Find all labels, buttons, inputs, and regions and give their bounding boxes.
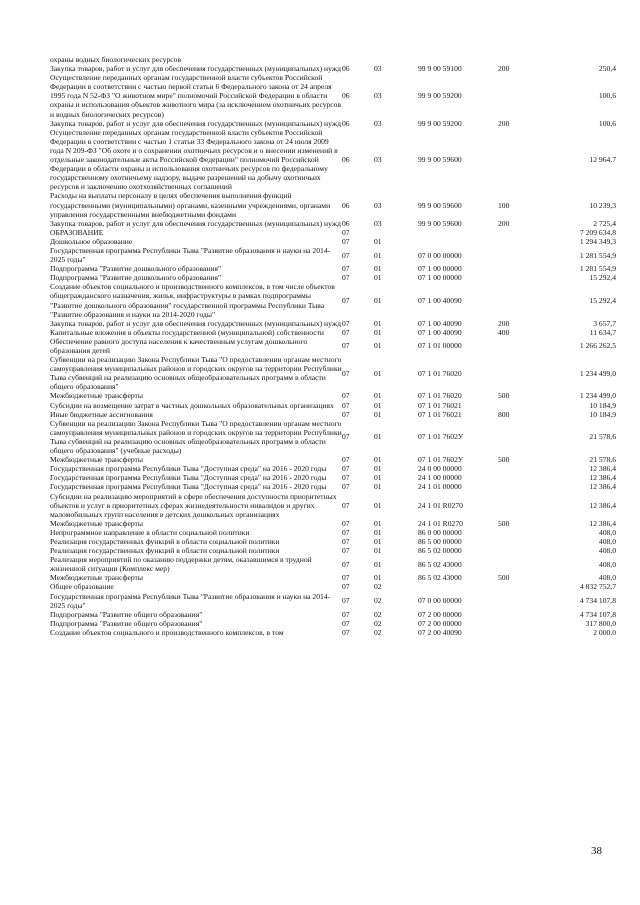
- cell-csr: 07 1 00 40090: [418, 327, 462, 337]
- cell-sum: 3 657,7: [593, 318, 616, 328]
- table-row: [50, 319, 616, 328]
- cell-name: Создание объектов социального и производственного комплексов, в том: [50, 627, 284, 637]
- cell-name: Государственная программа Республики Тыва "Развитие образования и науки на 2014-2025 годы": [50, 245, 331, 265]
- cell-csr: 99 9 00 59200: [418, 91, 462, 101]
- table-row: [50, 546, 616, 555]
- cell-rz: 07: [342, 464, 350, 474]
- table-row: [50, 55, 616, 64]
- cell-pr: 03: [374, 155, 382, 165]
- cell-csr: 07 1 00 40090: [418, 295, 462, 305]
- table-row: [50, 73, 616, 118]
- cell-vr: 200: [498, 64, 510, 74]
- table-row: [50, 282, 616, 318]
- cell-name: Общее образование: [50, 582, 114, 592]
- table-row: [50, 128, 616, 192]
- cell-pr: 01: [374, 368, 382, 378]
- cell-name: Подпрограмма "Развитие общего образования": [50, 618, 203, 628]
- cell-csr: 07 1 01 76020: [418, 391, 462, 401]
- table-row: [50, 555, 616, 573]
- table-row: [50, 264, 616, 273]
- cell-vr: [498, 282, 540, 318]
- cell-rz: 07: [342, 573, 350, 583]
- cell-rz: 07: [342, 596, 350, 606]
- cell-csr: 07 0 00 00000: [418, 250, 462, 260]
- cell-name: Закупка товаров, работ и услуг для обеспечения государственных (муниципальных) нужд: [50, 64, 341, 74]
- cell-name: Закупка товаров, работ и услуг для обеспечения государственных (муниципальных) нужд: [50, 218, 341, 228]
- cell-sum: [540, 55, 616, 64]
- cell-vr: 500: [498, 455, 510, 465]
- cell-name: ОБРАЗОВАНИЕ: [50, 227, 104, 237]
- cell-pr: 01: [374, 559, 382, 569]
- cell-pr: 03: [374, 64, 382, 74]
- cell-name: Субвенции на реализацию Закона Республики Тыва "О предоставлении органам местного самоуправления муниципальных районов и городских округов на территории Республики Тыва субвенций на реализацию основных общеобразовательных программ в области общего образования": [50, 355, 342, 392]
- cell-pr: 02: [374, 582, 382, 592]
- cell-rz: 07: [342, 391, 350, 401]
- cell-sum: 12 386,4: [589, 500, 616, 510]
- cell-sum: 4 832 752,7: [579, 582, 616, 592]
- cell-pr: 02: [374, 596, 382, 606]
- cell-csr: 86 5 02 00000: [418, 546, 462, 556]
- cell-csr: 86 5 02 43000: [418, 573, 462, 583]
- cell-pr: 01: [374, 518, 382, 528]
- cell-sum: 408,0: [598, 546, 616, 556]
- cell-pr: 01: [374, 527, 382, 537]
- cell-vr: [498, 355, 540, 391]
- cell-rz: 07: [342, 618, 350, 628]
- cell-pr: 01: [374, 400, 382, 410]
- cell-rz: 06: [342, 64, 350, 74]
- cell-rz: 07: [342, 518, 350, 528]
- cell-pr: 02: [374, 618, 382, 628]
- cell-csr: 07 1 01 76021: [418, 400, 462, 410]
- cell-name: Межбюджетные трансферты: [50, 573, 143, 583]
- table-row: [50, 619, 616, 628]
- cell-csr: 07 2 00 40090: [418, 627, 462, 637]
- cell-name: Субсидии на возмещение затрат в частных дошкольных образовательных организациях: [50, 400, 334, 410]
- cell-pr: 01: [374, 236, 382, 246]
- table-row: [50, 246, 616, 264]
- cell-vr: 200: [498, 318, 510, 328]
- cell-rz: 07: [342, 473, 350, 483]
- cell-sum: 408,0: [598, 527, 616, 537]
- cell-pr: 01: [374, 536, 382, 546]
- cell-name: Реализация государственных функций в области социальной политики: [50, 546, 280, 556]
- cell-csr: 86 0 00 00000: [418, 527, 462, 537]
- cell-vr: [498, 128, 540, 192]
- cell-csr: [418, 228, 498, 237]
- cell-name: Подпрограмма "Развитие дошкольного образования": [50, 273, 222, 283]
- table-row: [50, 492, 616, 519]
- cell-rz: 07: [342, 236, 350, 246]
- cell-csr: 07 1 01 00000: [418, 341, 462, 351]
- table-row: [50, 228, 616, 237]
- cell-vr: [498, 610, 540, 619]
- cell-rz: 07: [342, 227, 350, 237]
- table-row: [50, 592, 616, 610]
- cell-name: Межбюджетные трансферты: [50, 391, 143, 401]
- cell-vr: [498, 273, 540, 282]
- table-row: [50, 455, 616, 464]
- cell-csr: [418, 237, 498, 246]
- budget-table-body: [50, 55, 616, 637]
- table-row: [50, 610, 616, 619]
- table-row: [50, 273, 616, 282]
- cell-csr: 24 1 01 R0270: [418, 518, 463, 528]
- cell-vr: [498, 55, 540, 64]
- cell-name: Государственная программа Республики Тыва "Развитие образования и науки на 2014-2025 годы": [50, 591, 331, 610]
- cell-csr: 07 1 00 40090: [418, 318, 462, 328]
- cell-sum: 1 294 349,3: [579, 236, 616, 246]
- cell-csr: 86 5 00 00000: [418, 536, 462, 546]
- cell-sum: 1 281 554,9: [579, 264, 616, 274]
- cell-sum: 2 725,4: [593, 218, 616, 228]
- table-row: [50, 473, 616, 482]
- cell-sum: 1 234 499,0: [579, 391, 616, 401]
- cell-csr: 07 1 01 76021: [418, 409, 462, 419]
- cell-sum: 2 000,0: [593, 627, 616, 637]
- cell-vr: [498, 592, 540, 610]
- cell-pr: 01: [374, 455, 382, 465]
- cell-name: Капитальные вложения в объекты государственной (муниципальной) собственности: [50, 327, 324, 337]
- cell-pr: 01: [374, 573, 382, 583]
- cell-sum: 10 184,9: [589, 400, 616, 410]
- cell-csr: 07 2 00 00000: [418, 618, 462, 628]
- cell-sum: 21 578,6: [589, 455, 616, 465]
- cell-rz: 07: [342, 273, 350, 283]
- cell-name: Государственная программа Республики Тыва "Доступная среда" на 2016 - 2020 годы: [50, 464, 327, 474]
- cell-name: Закупка товаров, работ и услуг для обеспечения государственных (муниципальных) нужд: [50, 118, 341, 128]
- cell-pr: 01: [374, 341, 382, 351]
- cell-sum: 12 386,4: [589, 482, 616, 492]
- cell-name: Субвенции на реализацию Закона Республики Тыва "О предоставлении органам местного самоуправления муниципальных районов и городских округов на территории Республики Тыва субвенций на реализацию основных общеобразовательных программ в области общего образования" (учебные расходы): [50, 418, 342, 456]
- cell-rz: 07: [342, 400, 350, 410]
- cell-rz: 07: [342, 546, 350, 556]
- cell-vr: [498, 237, 540, 246]
- table-row: [50, 537, 616, 546]
- table-row: [50, 419, 616, 455]
- cell-csr: 07 1 01 7602У: [418, 455, 464, 465]
- cell-vr: 500: [498, 391, 510, 401]
- cell-pr: 01: [374, 432, 382, 442]
- cell-csr: 99 9 00 59600: [418, 155, 462, 165]
- cell-rz: 07: [342, 368, 350, 378]
- cell-csr: 24 1 01 R0270: [418, 500, 463, 510]
- cell-sum: 1 266 262,5: [579, 341, 616, 351]
- cell-rz: 07: [342, 536, 350, 546]
- cell-rz: 07: [342, 264, 350, 274]
- cell-vr: [498, 528, 540, 537]
- cell-pr: 01: [374, 482, 382, 492]
- cell-sum: 7 209 634,8: [579, 227, 616, 237]
- cell-csr: 07 2 00 00000: [418, 609, 462, 619]
- cell-pr: 01: [374, 295, 382, 305]
- cell-sum: 12 386,4: [589, 473, 616, 483]
- cell-pr: 02: [374, 609, 382, 619]
- cell-rz: 07: [342, 327, 350, 337]
- cell-vr: 500: [498, 573, 510, 583]
- cell-name: Реализация мероприятий по оказанию поддержки детям, оказавшимся в трудной жизненной ситуации (Комплекс мер): [50, 555, 312, 574]
- cell-csr: 99 9 00 59100: [418, 64, 462, 74]
- table-row: [50, 337, 616, 355]
- cell-name: Создание объектов социального и производственного комплексов, в том числе объектов общегражданского назначения, жилья, инфраструктуры в рамках подпрограммы "Развитие дошкольного образования" государственной программы Республики Тыва "Развитие образования и науки на 2014-2020 годы": [50, 282, 335, 319]
- cell-name: Осуществление переданных органам государственной власти субъектов Российской Федерации в соответствии с частью первой статьи 6 Федерального закона от 24 апреля 1995 года N 52-ФЗ "О животном мире" полномочий Российской Федерации в области охраны и использования объектов животного мира (за исключением охотничьих ресурсов и водных биологических ресурсов): [50, 73, 342, 119]
- cell-vr: [498, 419, 540, 455]
- cell-vr: [498, 628, 540, 637]
- cell-vr: [498, 537, 540, 546]
- table-row: [50, 391, 616, 400]
- cell-csr: 07 1 01 76020: [418, 368, 462, 378]
- cell-name: Дошкольное образование: [50, 236, 133, 246]
- cell-pr: 01: [374, 473, 382, 483]
- table-row: [50, 410, 616, 419]
- cell-csr: 24 0 00 00000: [418, 464, 462, 474]
- table-row: [50, 582, 616, 591]
- table-row: [50, 519, 616, 528]
- cell-sum: 408,0: [598, 559, 616, 569]
- table-row: [50, 628, 616, 637]
- cell-pr: 03: [374, 118, 382, 128]
- table-row: [50, 64, 616, 73]
- cell-vr: 100: [498, 200, 510, 210]
- table-row: [50, 219, 616, 228]
- cell-pr: 01: [374, 273, 382, 283]
- cell-rz: 07: [342, 482, 350, 492]
- cell-csr: 24 1 01 00000: [418, 482, 462, 492]
- cell-pr: [374, 228, 418, 237]
- cell-sum: 1 234 499,0: [579, 368, 616, 378]
- cell-csr: 07 1 00 00000: [418, 273, 462, 283]
- cell-rz: 07: [342, 609, 350, 619]
- cell-sum: 21 578,6: [589, 432, 616, 442]
- cell-pr: 01: [374, 264, 382, 274]
- cell-sum: 12 386,4: [589, 518, 616, 528]
- cell-rz: 06: [342, 218, 350, 228]
- cell-name: Расходы на выплаты персоналу в целях обеспечения выполнения функций государственными (муниципальными) органами, казенными учреждениями, органами управления государственными внебюджетными фондами: [50, 191, 331, 219]
- cell-rz: 06: [342, 200, 350, 210]
- cell-vr: [498, 246, 540, 264]
- cell-csr: 86 5 02 43000: [418, 559, 462, 569]
- cell-csr: [418, 55, 498, 64]
- cell-rz: 06: [342, 118, 350, 128]
- cell-vr: 500: [498, 518, 510, 528]
- cell-sum: 12 964,7: [589, 155, 616, 165]
- cell-vr: [498, 473, 540, 482]
- cell-csr: 99 9 00 59600: [418, 218, 462, 228]
- cell-rz: 06: [342, 155, 350, 165]
- cell-rz: 07: [342, 527, 350, 537]
- table-row: [50, 401, 616, 410]
- cell-name: охраны водных биологических ресурсов: [50, 55, 182, 64]
- table-row: [50, 573, 616, 582]
- cell-pr: 03: [374, 200, 382, 210]
- table-row: [50, 237, 616, 246]
- cell-pr: 03: [374, 91, 382, 101]
- cell-csr: 07 0 00 00000: [418, 596, 462, 606]
- cell-name: Субсидии на реализацию мероприятий в сфере обеспечения доступности приоритетных объектов и услуг в приоритетных сферах жизнедеятельности инвалидов и других маломобильных групп населения в детских дошкольных организациях: [50, 491, 337, 519]
- cell-sum: 11 634,7: [589, 327, 616, 337]
- cell-pr: 01: [374, 391, 382, 401]
- cell-sum: 15 292,4: [589, 295, 616, 305]
- cell-vr: [498, 464, 540, 473]
- cell-pr: 01: [374, 500, 382, 510]
- cell-pr: 01: [374, 250, 382, 260]
- cell-rz: 07: [342, 455, 350, 465]
- cell-rz: 06: [342, 91, 350, 101]
- cell-vr: [498, 228, 540, 237]
- cell-csr: 07 1 01 7602У: [418, 432, 464, 442]
- cell-vr: [498, 546, 540, 555]
- cell-name: Осуществление переданных органам государственной власти субъектов Российской Федерации в соответствии с частью 1 статьи 33 Федерального закона от 24 июля 2009 года N 209-ФЗ "Об охоте и о сохранении охотничьих ресурсов и о внесении изменений в отдельные законодательные акты Российской Федерации" полномочий Российской Федерации в области охраны и использования охотничьих ресурсов по федеральному государственному охотничьему надзору, выдаче разрешений на добычу охотничьих ресурсов и заключению охотхозяйственных соглашений: [50, 127, 338, 192]
- cell-vr: [498, 401, 540, 410]
- page-number: 38: [591, 845, 602, 857]
- cell-rz: [342, 55, 374, 64]
- cell-sum: 100,6: [598, 118, 616, 128]
- cell-name: Реализация государственных функций в области социальной политики: [50, 536, 280, 546]
- cell-csr: 99 9 00 59200: [418, 118, 462, 128]
- table-row: [50, 191, 616, 218]
- cell-sum: 408,0: [598, 573, 616, 583]
- cell-rz: 07: [342, 627, 350, 637]
- cell-sum: 15 292,4: [589, 273, 616, 283]
- cell-name: Межбюджетные трансферты: [50, 455, 143, 465]
- cell-sum: 317 800,0: [585, 618, 616, 628]
- cell-rz: 07: [342, 250, 350, 260]
- cell-name: Государственная программа Республики Тыва "Доступная среда" на 2016 - 2020 годы: [50, 482, 327, 492]
- cell-vr: [498, 555, 540, 573]
- cell-vr: 200: [498, 218, 510, 228]
- cell-vr: 800: [498, 409, 510, 419]
- table-row: [50, 528, 616, 537]
- cell-vr: 200: [498, 118, 510, 128]
- cell-sum: 100,6: [598, 91, 616, 101]
- cell-pr: 03: [374, 218, 382, 228]
- cell-name: Государственная программа Республики Тыва "Доступная среда" на 2016 - 2020 годы: [50, 473, 327, 483]
- cell-pr: 01: [374, 409, 382, 419]
- cell-pr: [374, 55, 418, 64]
- cell-rz: 07: [342, 318, 350, 328]
- cell-pr: 01: [374, 546, 382, 556]
- cell-pr: 02: [374, 627, 382, 637]
- cell-pr: 01: [374, 318, 382, 328]
- cell-name: Обеспечение равного доступа населения к качественным услугам дошкольного образования детей: [50, 336, 308, 355]
- cell-vr: [498, 337, 540, 355]
- table-row: [50, 328, 616, 337]
- cell-csr: 07 1 00 00000: [418, 264, 462, 274]
- cell-rz: 07: [342, 500, 350, 510]
- cell-rz: 07: [342, 559, 350, 569]
- cell-rz: 07: [342, 432, 350, 442]
- cell-sum: 1 281 554,9: [579, 250, 616, 260]
- cell-sum: 250,4: [598, 64, 616, 74]
- cell-vr: [498, 619, 540, 628]
- cell-rz: 07: [342, 341, 350, 351]
- cell-sum: 10 184,9: [589, 409, 616, 419]
- cell-name: Иные бюджетные ассигнования: [50, 409, 153, 419]
- cell-rz: 07: [342, 409, 350, 419]
- cell-sum: 12 386,4: [589, 464, 616, 474]
- cell-sum: 4 734 107,8: [579, 609, 616, 619]
- cell-csr: 99 9 00 59600: [418, 200, 462, 210]
- cell-sum: 4 734 107,8: [579, 596, 616, 606]
- cell-vr: [498, 264, 540, 273]
- cell-vr: [498, 482, 540, 491]
- cell-name: Подпрограмма "Развитие общего образования": [50, 609, 203, 619]
- cell-pr: 01: [374, 327, 382, 337]
- table-row: [50, 482, 616, 491]
- table-row: [50, 464, 616, 473]
- cell-vr: [498, 492, 540, 519]
- cell-pr: 01: [374, 464, 382, 474]
- cell-csr: 24 1 00 00000: [418, 473, 462, 483]
- budget-table: [50, 55, 616, 637]
- cell-vr: [498, 73, 540, 118]
- cell-csr: [418, 582, 498, 591]
- table-row: [50, 119, 616, 128]
- cell-vr: 400: [498, 327, 510, 337]
- cell-sum: 408,0: [598, 536, 616, 546]
- cell-name: Подпрограмма "Развитие дошкольного образования": [50, 264, 222, 274]
- cell-name: Закупка товаров, работ и услуг для обеспечения государственных (муниципальных) нужд: [50, 318, 341, 328]
- cell-name: Межбюджетные трансферты: [50, 518, 143, 528]
- cell-name: Непрограммное направление в области социальной политики: [50, 527, 250, 537]
- cell-vr: [498, 582, 540, 591]
- cell-rz: 07: [342, 295, 350, 305]
- table-row: [50, 355, 616, 391]
- cell-rz: 07: [342, 582, 350, 592]
- cell-sum: 10 239,3: [589, 200, 616, 210]
